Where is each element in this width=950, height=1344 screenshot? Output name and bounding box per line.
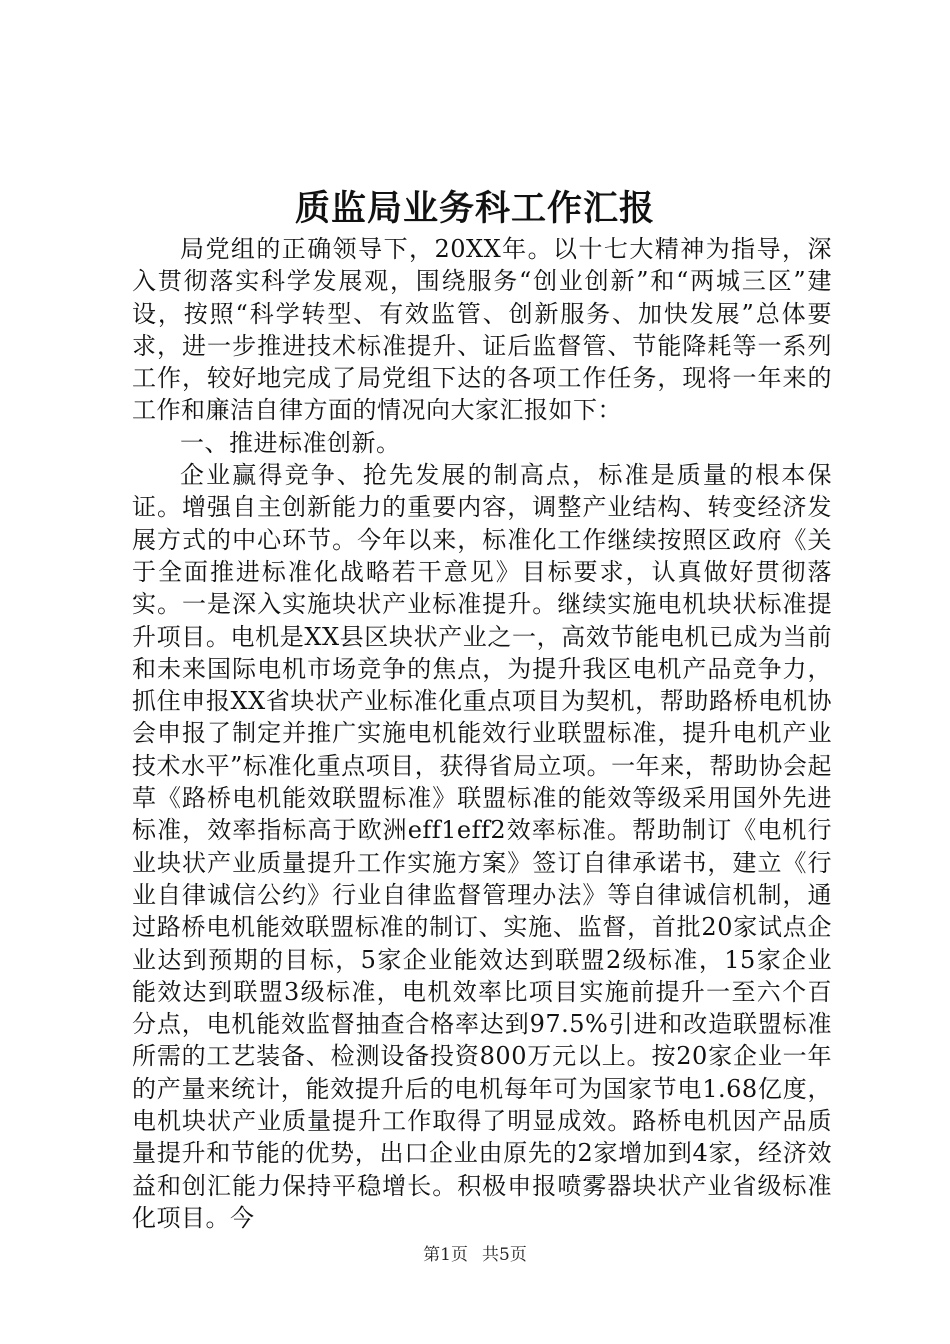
body-paragraph: 企业赢得竞争、抢先发展的制高点，标准是质量的根本保证。增强自主创新能力的重要内容，调整产业结构、转变经济发展方式的中心环节。今年以来，标准化工作继续按照区政府《关于全面推进标准化战略若干意见》目标要求，认真做好贯彻落实。一是深入实施块状产业标准提升。继续实施电机块状标准提升项目。电机是XX县区块状产业之一，高效节能电机已成为当前和未来国际电机市场竞争的焦点，为提升我区电机产品竞争力，抓住申报XX省块状产业标准化重点项目为契机，帮助路桥电机协会申报了制定并推广实施电机能效行业联盟标准，提升电机产业技术水平”标准化重点项目，获得省局立项。一年来，帮助协会起草《路桥电机能效联盟标准》联盟标准的能效等级采用国外先进标准，效率指标高于欧洲eff1eff2效率标准。帮助制订《电机行业块状产业质量提升工作实施方案》签订自律承诺书，建立《行业自律诚信公约》行业自律监督管理办法》等自律诚信机制，通过路桥电机能效联盟标准的制订、实施、监督，首批20家试点企业达到预期的目标，5家企业能效达到联盟2级标准，15家企业能效达到联盟3级标准，电机效率比项目实施前提升一至六个百分点，电机能效监督抽查合格率达到97.5%引进和改造联盟标准所需的工艺装备、检测设备投资800万元以上。按20家企业一年的产量来统计，能效提升后的电机每年可为国家节电1.68亿度，电机块状产业质量提升工作取得了明显成效。路桥电机因产品质量提升和节能的优势，出口企业由原先的2家增加到4家，经济效益和创汇能力保持平稳增长。积极申报喷雾器块状产业省级标准化项目。今 [132, 461, 832, 1232]
page-total: 共5页 [482, 1245, 527, 1265]
intro-paragraph: 局党组的正确领导下，20XX年。以十七大精神为指导，深入贯彻落实科学发展观，围绕服务“创业创新”和“两城三区”建设，按照“科学转型、有效监管、创新服务、加快发展”总体要求，进一步推进技术标准提升、证后监督管、节能降耗等一系列工作，较好地完成了局党组下达的各项工作任务，现将一年来的工作和廉洁自律方面的情况向大家汇报如下： [132, 235, 832, 425]
page-footer [0, 1240, 950, 1265]
section-heading: 一、推进标准创新。 [180, 428, 401, 457]
page-number: 第1页 [423, 1245, 468, 1265]
document-title: 质监局业务科工作汇报 [294, 188, 655, 229]
document-body [132, 233, 832, 1234]
